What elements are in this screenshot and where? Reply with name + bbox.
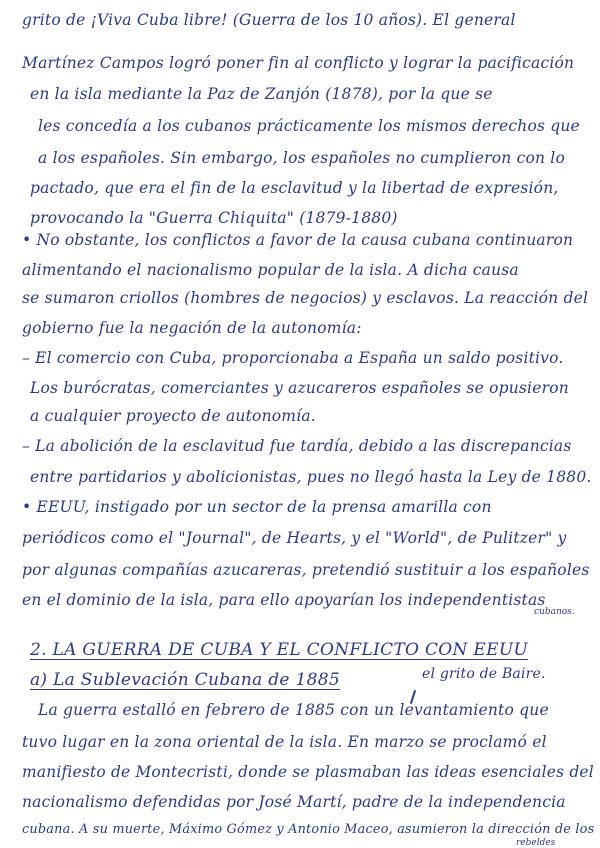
text-line: manifiesto de Montecristi, donde se plasmaban las ideas esenciales del xyxy=(22,763,594,781)
text-line: gobierno fue la negación de la autonomía: xyxy=(22,319,362,337)
text-line: en el dominio de la isla, para ello apoyarían los independentistas xyxy=(22,591,546,609)
text-line: cubana. A su muerte, Máximo Gómez y Antonio Maceo, asumieron la dirección de los xyxy=(22,822,595,837)
text-line: grito de ¡Viva Cuba libre! (Guerra de los 10 años). El general xyxy=(22,11,516,29)
text-line: a cualquier proyecto de autonomía. xyxy=(30,407,316,425)
cut-off-note: rebeldes xyxy=(516,838,556,848)
text-line: provocando la "Guerra Chiquita" (1879-1880) xyxy=(30,209,398,227)
subsection-heading: a) La Sublevación Cubana de 1885 xyxy=(30,670,340,690)
text-line: Los burócratas, comerciantes y azucareros españoles se opusieron xyxy=(30,379,569,397)
text-line: La guerra estalló en febrero de 1885 con un levantamiento que xyxy=(38,701,549,719)
text-line: – El comercio con Cuba, proporcionaba a España un saldo positivo. xyxy=(22,349,564,367)
text-line: en la isla mediante la Paz de Zanjón (1878), por la que se xyxy=(30,85,493,103)
text-line: – La abolición de la esclavitud fue tardía, debido a las discrepancias xyxy=(22,437,572,455)
text-line: pactado, que era el fin de la esclavitud y la libertad de expresión, xyxy=(30,179,559,197)
text-line: entre partidarios y abolicionistas, pues no llegó hasta la Ley de 1880. xyxy=(30,468,592,486)
text-line: a los españoles. Sin embargo, los españoles no cumplieron con lo xyxy=(38,149,565,167)
text-line: alimentando el nacionalismo popular de la isla. A dicha causa xyxy=(22,261,519,279)
small-note: cubanos. xyxy=(534,607,575,617)
text-line: nacionalismo defendidas por José Martí, padre de la independencia xyxy=(22,793,566,811)
text-line: • No obstante, los conflictos a favor de la causa cubana continuaron xyxy=(22,231,574,249)
text-line: • EEUU, instigado por un sector de la prensa amarilla con xyxy=(22,498,492,516)
text-line: se sumaron criollos (hombres de negocios) y esclavos. La reacción del xyxy=(22,289,589,307)
text-line: por algunas compañías azucareras, pretendió sustituir a los españoles xyxy=(22,561,590,579)
text-line: periódicos como el "Journal", de Hearts, y el "World", de Pulitzer" y xyxy=(22,529,567,547)
section-heading: 2. LA GUERRA DE CUBA Y EL CONFLICTO CON EEUU xyxy=(30,640,529,660)
text-line: les concedía a los cubanos prácticamente los mismos derechos que xyxy=(38,117,580,135)
text-line: Martínez Campos logró poner fin al conflicto y lograr la pacificación xyxy=(22,54,575,72)
text-line: tuvo lugar en la zona oriental de la isla. En marzo se proclamó el xyxy=(22,733,547,751)
margin-note: el grito de Baire. xyxy=(422,666,546,682)
